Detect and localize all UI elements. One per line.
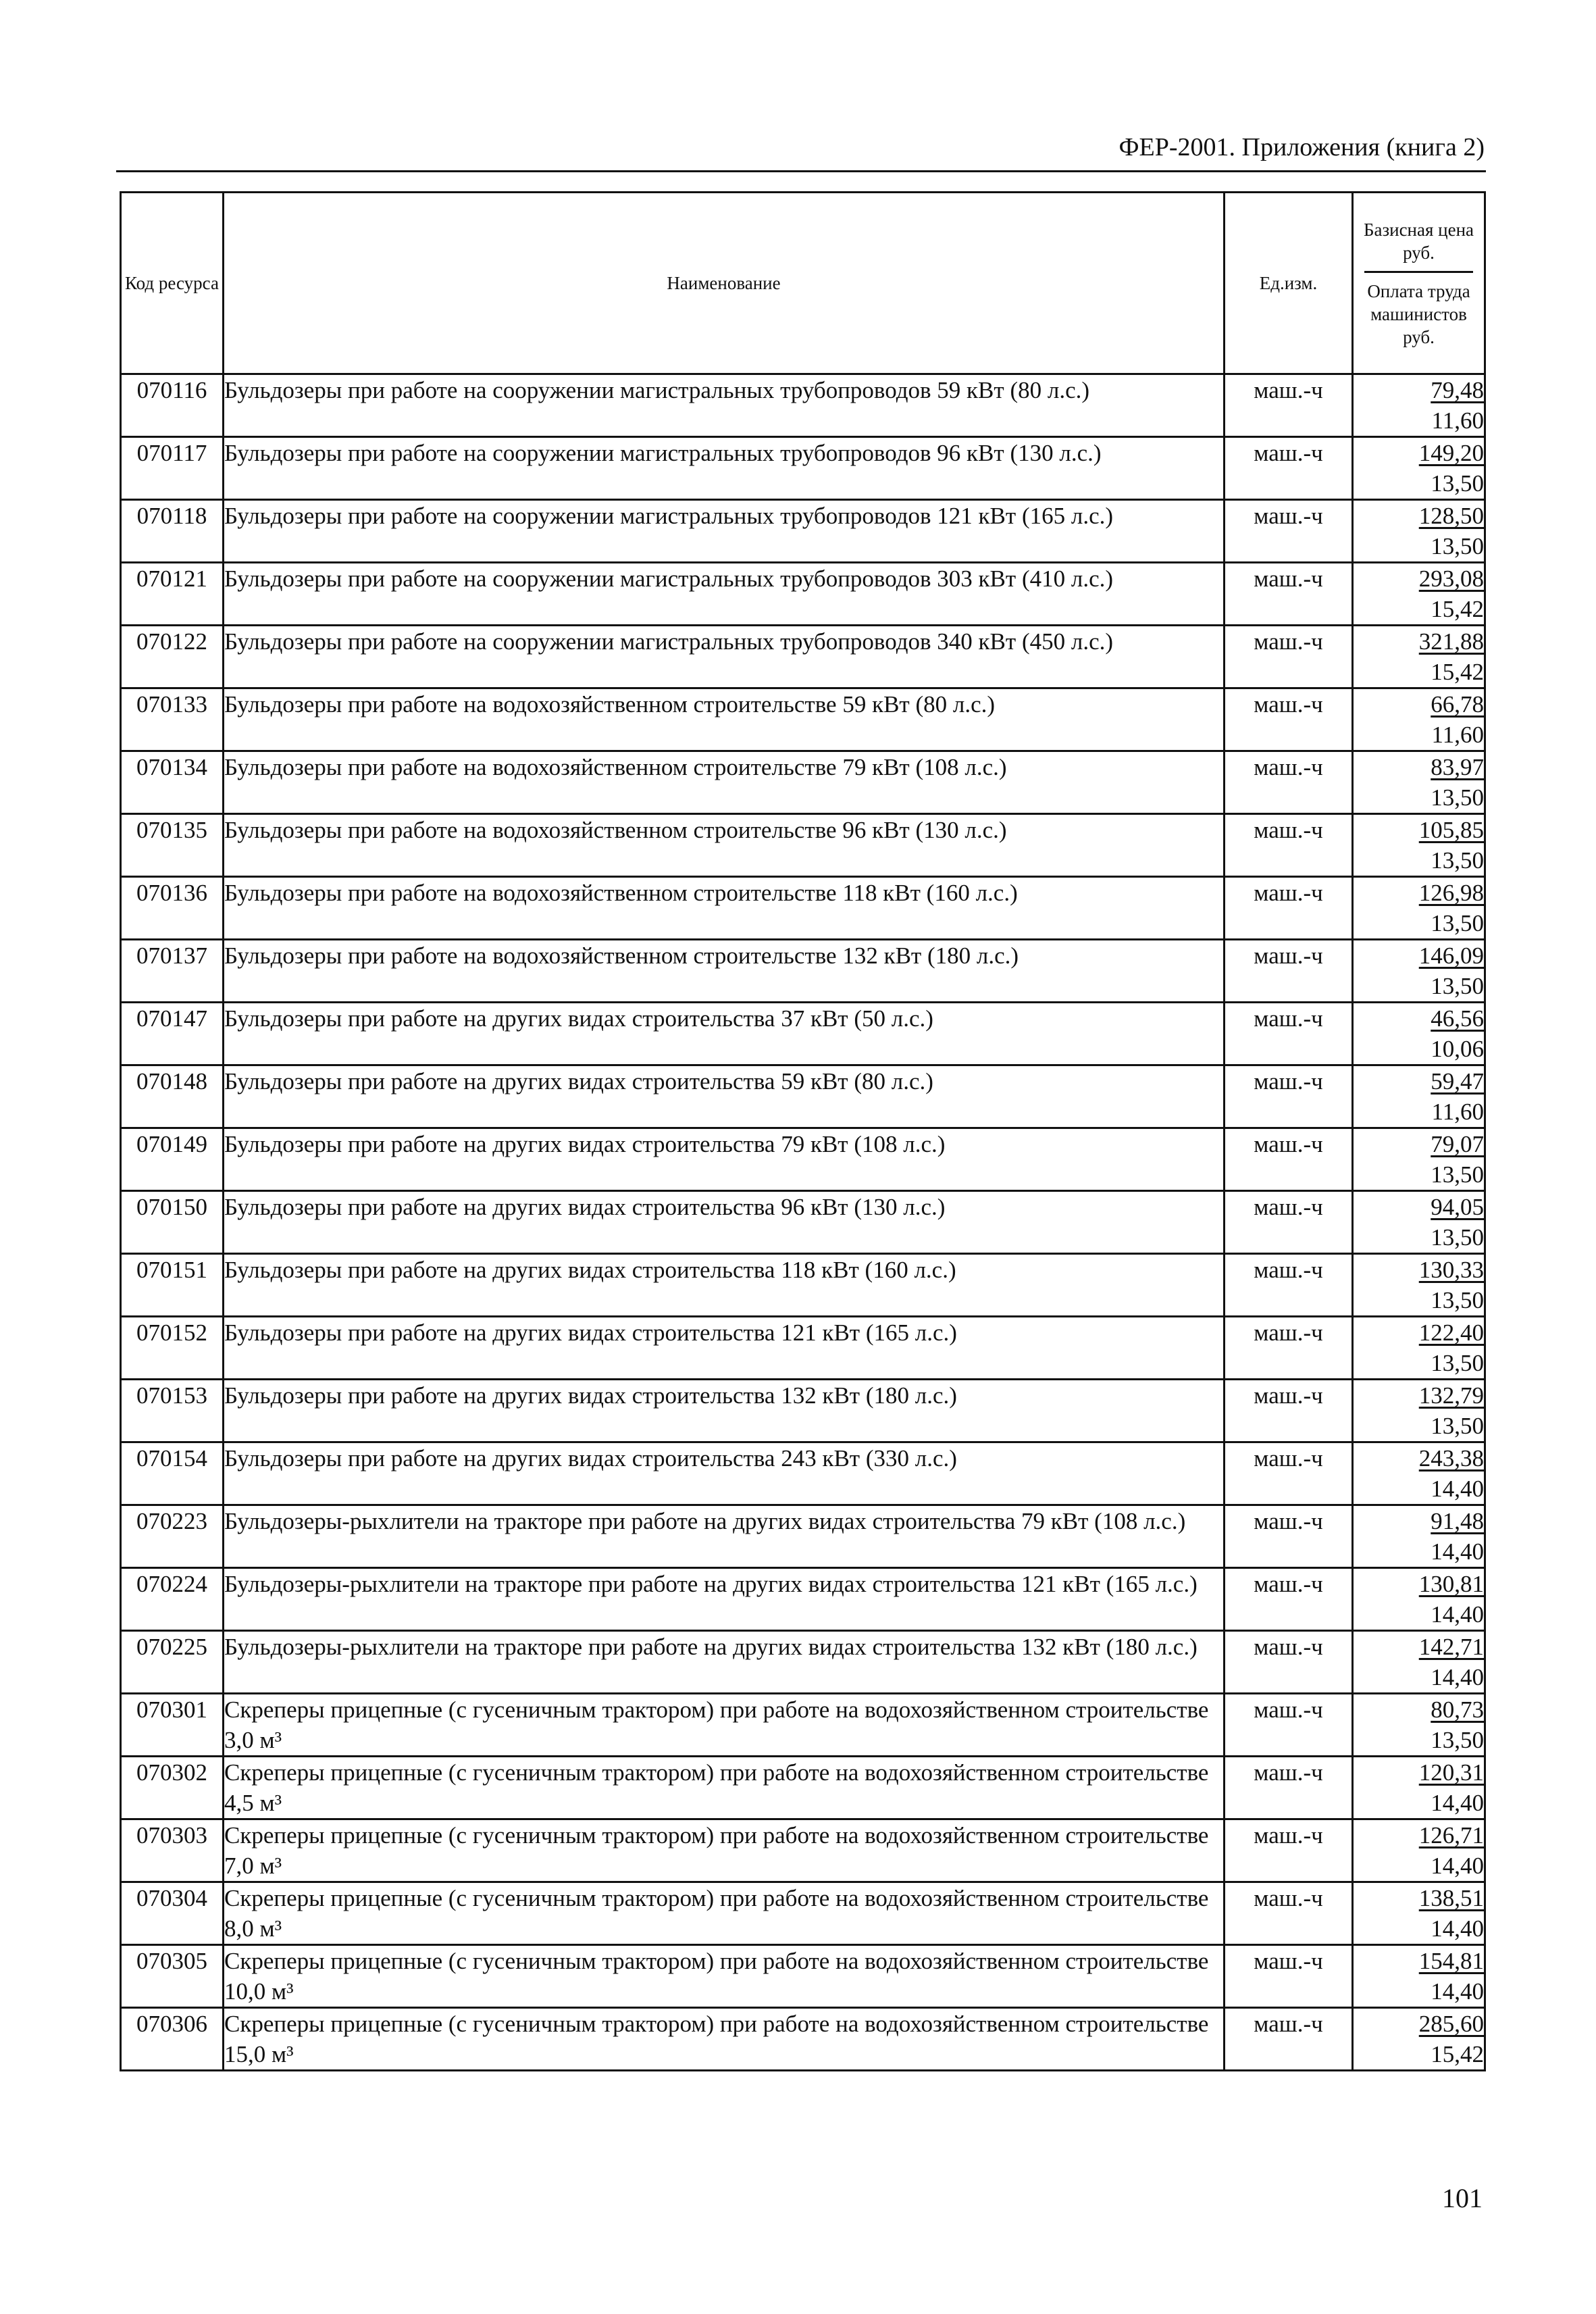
operator-wage: 13,50 — [1431, 847, 1484, 874]
operator-wage: 13,50 — [1431, 533, 1484, 559]
price-cell — [1353, 940, 1485, 1003]
price-cell — [1353, 1631, 1485, 1694]
operator-wage: 13,50 — [1431, 784, 1484, 811]
price-cell — [1353, 1380, 1485, 1442]
unit-of-measure: маш.-ч — [1225, 1819, 1353, 1882]
table-row — [121, 1694, 1485, 1757]
base-price: 83,97 — [1431, 754, 1484, 780]
table-row — [121, 877, 1485, 940]
resource-name: Бульдозеры при работе на сооружении магистральных трубопроводов 121 кВт (165 л.с.) — [224, 500, 1225, 563]
base-price: 94,05 — [1431, 1194, 1484, 1220]
resource-name: Бульдозеры при работе на сооружении магистральных трубопроводов 340 кВт (450 л.с.) — [224, 626, 1225, 688]
table-row — [121, 1568, 1485, 1631]
unit-of-measure: маш.-ч — [1225, 1191, 1353, 1254]
unit-of-measure: маш.-ч — [1225, 1003, 1353, 1065]
resource-code: 070152 — [121, 1317, 224, 1380]
base-price: 120,31 — [1418, 1759, 1484, 1786]
table-row — [121, 1631, 1485, 1694]
price-cell — [1353, 500, 1485, 563]
price-cell — [1353, 1442, 1485, 1505]
resource-code: 070116 — [121, 374, 224, 437]
unit-of-measure: маш.-ч — [1225, 1254, 1353, 1317]
price-cell — [1353, 1003, 1485, 1065]
price-cell — [1353, 1757, 1485, 1819]
resource-name: Скреперы прицепные (с гусеничным трактором) при работе на водохозяйственном строительстве 15,0 м³ — [224, 2008, 1225, 2071]
resource-code: 070302 — [121, 1757, 224, 1819]
table-row — [121, 437, 1485, 500]
operator-wage: 15,42 — [1431, 659, 1484, 685]
resource-name: Бульдозеры при работе на других видах строительства 37 кВт (50 л.с.) — [224, 1003, 1225, 1065]
table-row — [121, 1757, 1485, 1819]
unit-of-measure: маш.-ч — [1225, 877, 1353, 940]
table-row — [121, 814, 1485, 877]
col-header-base-price: Базисная цена руб. — [1363, 219, 1474, 263]
unit-of-measure: маш.-ч — [1225, 1128, 1353, 1191]
price-cell — [1353, 1254, 1485, 1317]
unit-of-measure: маш.-ч — [1225, 626, 1353, 688]
resource-name: Бульдозеры при работе на других видах строительства 121 кВт (165 л.с.) — [224, 1317, 1225, 1380]
base-price: 146,09 — [1418, 942, 1484, 969]
base-price: 243,38 — [1418, 1445, 1484, 1472]
operator-wage: 14,40 — [1431, 1601, 1484, 1628]
col-header-name: Наименование — [224, 193, 1225, 374]
unit-of-measure: маш.-ч — [1225, 1442, 1353, 1505]
resource-code: 070151 — [121, 1254, 224, 1317]
page-number: 101 — [1442, 2183, 1483, 2213]
unit-of-measure: маш.-ч — [1225, 1505, 1353, 1568]
operator-wage: 11,60 — [1431, 722, 1484, 748]
price-cell — [1353, 688, 1485, 751]
base-price: 80,73 — [1431, 1696, 1484, 1723]
unit-of-measure: маш.-ч — [1225, 1065, 1353, 1128]
price-cell — [1353, 1317, 1485, 1380]
resource-name: Бульдозеры при работе на других видах строительства 243 кВт (330 л.с.) — [224, 1442, 1225, 1505]
unit-of-measure: маш.-ч — [1225, 1757, 1353, 1819]
base-price: 46,56 — [1431, 1005, 1484, 1032]
col-header-price — [1353, 193, 1485, 374]
base-price: 79,48 — [1431, 377, 1484, 403]
base-price: 132,79 — [1418, 1382, 1484, 1409]
operator-wage: 15,42 — [1431, 2041, 1484, 2067]
resource-code: 070225 — [121, 1631, 224, 1694]
unit-of-measure: маш.-ч — [1225, 500, 1353, 563]
resource-code: 070306 — [121, 2008, 224, 2071]
price-cell — [1353, 437, 1485, 500]
unit-of-measure: маш.-ч — [1225, 1568, 1353, 1631]
operator-wage: 14,40 — [1431, 1915, 1484, 1942]
operator-wage: 13,50 — [1431, 1287, 1484, 1313]
unit-of-measure: маш.-ч — [1225, 688, 1353, 751]
resource-code: 070223 — [121, 1505, 224, 1568]
resource-name: Бульдозеры при работе на водохозяйственном строительстве 118 кВт (160 л.с.) — [224, 877, 1225, 940]
resource-name: Бульдозеры-рыхлители на тракторе при работе на других видах строительства 79 кВт (108 л.с.) — [224, 1505, 1225, 1568]
price-cell — [1353, 563, 1485, 626]
operator-wage: 13,50 — [1431, 1727, 1484, 1753]
operator-wage: 15,42 — [1431, 596, 1484, 622]
col-header-operator-wage: Оплата труда машинистов руб. — [1367, 280, 1470, 347]
resource-name: Скреперы прицепные (с гусеничным трактором) при работе на водохозяйственном строительстве 8,0 м³ — [224, 1882, 1225, 1945]
resource-code: 070304 — [121, 1882, 224, 1945]
base-price: 154,81 — [1418, 1948, 1484, 1974]
price-cell — [1353, 2008, 1485, 2071]
resource-name: Скреперы прицепные (с гусеничным трактором) при работе на водохозяйственном строительстве 10,0 м³ — [224, 1945, 1225, 2008]
resource-code: 070118 — [121, 500, 224, 563]
resource-code: 070135 — [121, 814, 224, 877]
table-row — [121, 1128, 1485, 1191]
resource-code: 070153 — [121, 1380, 224, 1442]
unit-of-measure: маш.-ч — [1225, 1882, 1353, 1945]
price-cell — [1353, 877, 1485, 940]
resource-name: Бульдозеры при работе на других видах строительства 118 кВт (160 л.с.) — [224, 1254, 1225, 1317]
resource-code: 070136 — [121, 877, 224, 940]
base-price: 128,50 — [1418, 503, 1484, 529]
table-body — [121, 374, 1485, 2071]
resource-name: Бульдозеры-рыхлители на тракторе при работе на других видах строительства 132 кВт (180 л.с.) — [224, 1631, 1225, 1694]
running-head: ФЕР-2001. Приложения (книга 2) — [1118, 133, 1485, 161]
unit-of-measure: маш.-ч — [1225, 814, 1353, 877]
col-header-unit: Ед.изм. — [1225, 193, 1353, 374]
base-price: 285,60 — [1418, 2011, 1484, 2037]
resource-code: 070149 — [121, 1128, 224, 1191]
unit-of-measure: маш.-ч — [1225, 1945, 1353, 2008]
resource-name: Бульдозеры при работе на водохозяйственном строительстве 132 кВт (180 л.с.) — [224, 940, 1225, 1003]
resource-code: 070224 — [121, 1568, 224, 1631]
table-row — [121, 500, 1485, 563]
resource-code: 070137 — [121, 940, 224, 1003]
operator-wage: 13,50 — [1431, 973, 1484, 999]
price-cell — [1353, 751, 1485, 814]
resource-price-table — [120, 191, 1486, 2071]
table-row — [121, 1819, 1485, 1882]
table-row — [121, 1505, 1485, 1568]
operator-wage: 13,50 — [1431, 470, 1484, 497]
price-cell — [1353, 374, 1485, 437]
header-price-divider — [1364, 271, 1473, 273]
operator-wage: 11,60 — [1431, 1099, 1484, 1125]
table-row — [121, 1945, 1485, 2008]
operator-wage: 13,50 — [1431, 910, 1484, 936]
price-cell — [1353, 1128, 1485, 1191]
resource-name: Скреперы прицепные (с гусеничным трактором) при работе на водохозяйственном строительстве 4,5 м³ — [224, 1757, 1225, 1819]
resource-code: 070301 — [121, 1694, 224, 1757]
unit-of-measure: маш.-ч — [1225, 751, 1353, 814]
unit-of-measure: маш.-ч — [1225, 2008, 1353, 2071]
operator-wage: 11,60 — [1431, 407, 1484, 434]
base-price: 79,07 — [1431, 1131, 1484, 1157]
header-rule — [116, 170, 1486, 172]
base-price: 130,33 — [1418, 1257, 1484, 1283]
resource-code: 070154 — [121, 1442, 224, 1505]
resource-name: Бульдозеры-рыхлители на тракторе при работе на других видах строительства 121 кВт (165 л.с.) — [224, 1568, 1225, 1631]
resource-code: 070150 — [121, 1191, 224, 1254]
resource-name: Бульдозеры при работе на сооружении магистральных трубопроводов 303 кВт (410 л.с.) — [224, 563, 1225, 626]
base-price: 126,71 — [1418, 1822, 1484, 1848]
base-price: 138,51 — [1418, 1885, 1484, 1911]
table-row — [121, 1882, 1485, 1945]
base-price: 142,71 — [1418, 1634, 1484, 1660]
operator-wage: 13,50 — [1431, 1224, 1484, 1251]
price-cell — [1353, 626, 1485, 688]
base-price: 122,40 — [1418, 1319, 1484, 1346]
operator-wage: 13,50 — [1431, 1350, 1484, 1376]
table-row — [121, 688, 1485, 751]
table-row — [121, 751, 1485, 814]
price-cell — [1353, 1882, 1485, 1945]
table-row — [121, 626, 1485, 688]
unit-of-measure: маш.-ч — [1225, 940, 1353, 1003]
table-row — [121, 1317, 1485, 1380]
table-row — [121, 940, 1485, 1003]
price-cell — [1353, 1819, 1485, 1882]
resource-name: Бульдозеры при работе на других видах строительства 59 кВт (80 л.с.) — [224, 1065, 1225, 1128]
resource-name: Бульдозеры при работе на других видах строительства 96 кВт (130 л.с.) — [224, 1191, 1225, 1254]
unit-of-measure: маш.-ч — [1225, 1317, 1353, 1380]
table-row — [121, 1191, 1485, 1254]
resource-code: 070147 — [121, 1003, 224, 1065]
resource-name: Бульдозеры при работе на сооружении магистральных трубопроводов 59 кВт (80 л.с.) — [224, 374, 1225, 437]
col-header-code: Код ресурса — [121, 193, 224, 374]
resource-name: Скреперы прицепные (с гусеничным трактором) при работе на водохозяйственном строительстве 7,0 м³ — [224, 1819, 1225, 1882]
resource-code: 070134 — [121, 751, 224, 814]
base-price: 321,88 — [1418, 628, 1484, 655]
resource-code: 070148 — [121, 1065, 224, 1128]
price-cell — [1353, 1568, 1485, 1631]
base-price: 130,81 — [1418, 1571, 1484, 1597]
base-price: 66,78 — [1431, 691, 1484, 718]
resource-code: 070121 — [121, 563, 224, 626]
base-price: 149,20 — [1418, 440, 1484, 466]
unit-of-measure: маш.-ч — [1225, 1380, 1353, 1442]
operator-wage: 13,50 — [1431, 1161, 1484, 1188]
operator-wage: 14,40 — [1431, 1664, 1484, 1690]
base-price: 293,08 — [1418, 565, 1484, 592]
price-cell — [1353, 1694, 1485, 1757]
table-row — [121, 1254, 1485, 1317]
price-cell — [1353, 1065, 1485, 1128]
operator-wage: 14,40 — [1431, 1538, 1484, 1565]
price-cell — [1353, 1505, 1485, 1568]
unit-of-measure: маш.-ч — [1225, 1631, 1353, 1694]
operator-wage: 14,40 — [1431, 1853, 1484, 1879]
base-price: 91,48 — [1431, 1508, 1484, 1534]
unit-of-measure: маш.-ч — [1225, 563, 1353, 626]
resource-code: 070133 — [121, 688, 224, 751]
table-row — [121, 1442, 1485, 1505]
resource-name: Бульдозеры при работе на сооружении магистральных трубопроводов 96 кВт (130 л.с.) — [224, 437, 1225, 500]
table-row — [121, 563, 1485, 626]
price-cell — [1353, 1191, 1485, 1254]
unit-of-measure: маш.-ч — [1225, 1694, 1353, 1757]
operator-wage: 14,40 — [1431, 1978, 1484, 2005]
resource-code: 070117 — [121, 437, 224, 500]
table-row — [121, 2008, 1485, 2071]
unit-of-measure: маш.-ч — [1225, 437, 1353, 500]
table-row — [121, 1380, 1485, 1442]
resource-name: Бульдозеры при работе на других видах строительства 79 кВт (108 л.с.) — [224, 1128, 1225, 1191]
table-header-row — [121, 193, 1485, 374]
price-cell — [1353, 1945, 1485, 2008]
unit-of-measure: маш.-ч — [1225, 374, 1353, 437]
base-price: 105,85 — [1418, 817, 1484, 843]
operator-wage: 14,40 — [1431, 1790, 1484, 1816]
table-row — [121, 374, 1485, 437]
resource-name: Бульдозеры при работе на водохозяйственном строительстве 59 кВт (80 л.с.) — [224, 688, 1225, 751]
resource-name: Бульдозеры при работе на водохозяйственном строительстве 79 кВт (108 л.с.) — [224, 751, 1225, 814]
base-price: 126,98 — [1418, 880, 1484, 906]
price-cell — [1353, 814, 1485, 877]
resource-name: Скреперы прицепные (с гусеничным трактором) при работе на водохозяйственном строительстве 3,0 м³ — [224, 1694, 1225, 1757]
operator-wage: 10,06 — [1431, 1036, 1484, 1062]
resource-name: Бульдозеры при работе на водохозяйственном строительстве 96 кВт (130 л.с.) — [224, 814, 1225, 877]
operator-wage: 14,40 — [1431, 1476, 1484, 1502]
resource-code: 070122 — [121, 626, 224, 688]
resource-code: 070305 — [121, 1945, 224, 2008]
resource-code: 070303 — [121, 1819, 224, 1882]
table-row — [121, 1003, 1485, 1065]
resource-name: Бульдозеры при работе на других видах строительства 132 кВт (180 л.с.) — [224, 1380, 1225, 1442]
base-price: 59,47 — [1431, 1068, 1484, 1095]
operator-wage: 13,50 — [1431, 1413, 1484, 1439]
table-row — [121, 1065, 1485, 1128]
